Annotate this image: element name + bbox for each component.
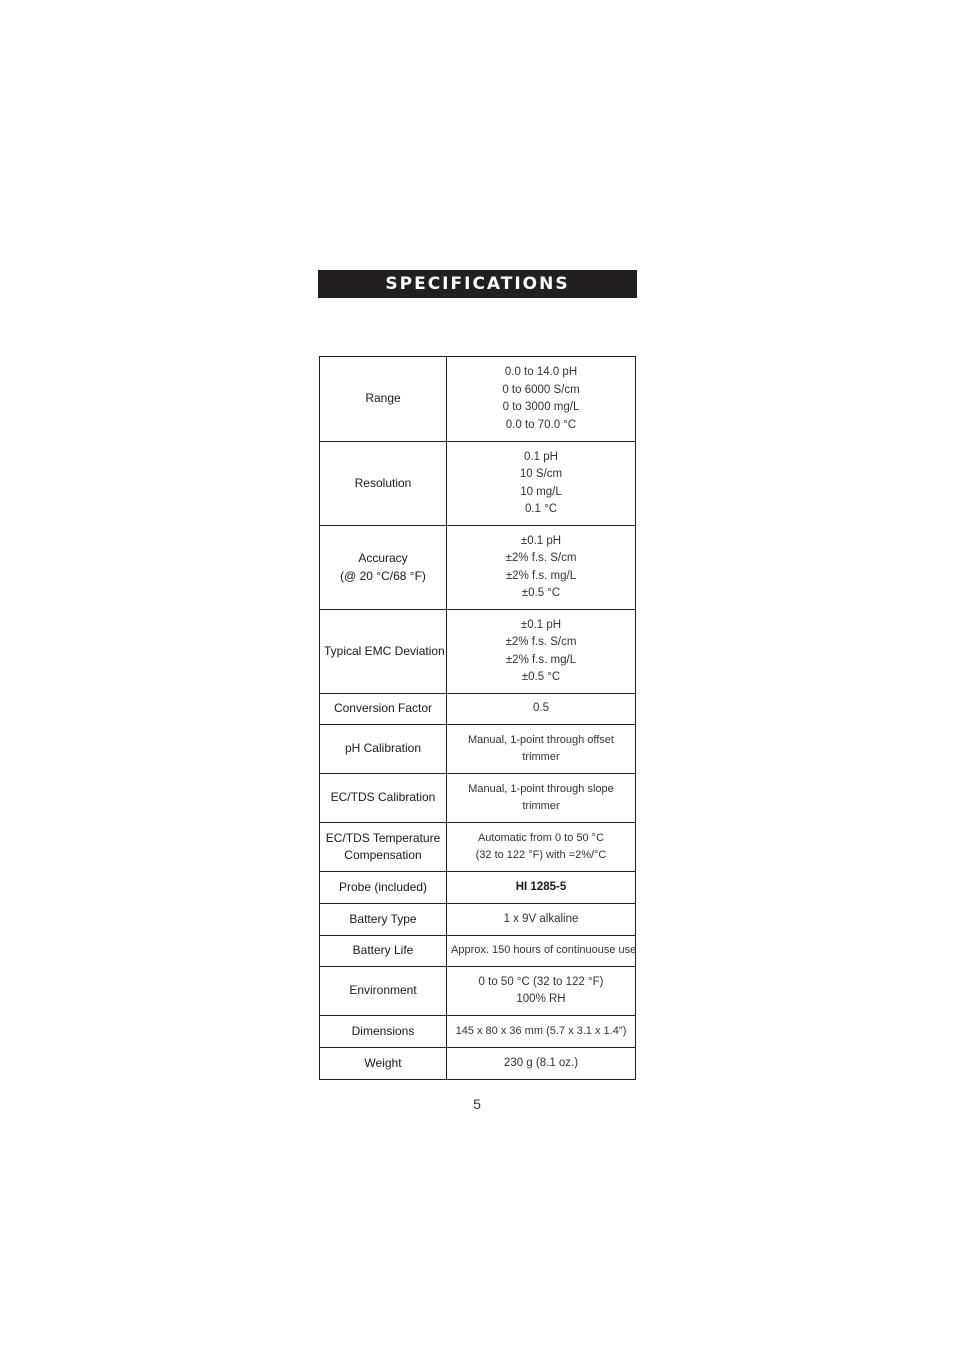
value-text: trimmer (522, 751, 560, 763)
value-text: 0 to 6000 S/cm (502, 383, 580, 396)
value-text: ±0.5 °C (521, 671, 561, 683)
row-value (447, 774, 636, 823)
value-text: 145 x 80 x 36 mm (5.7 x 3.1 x 1.4") (455, 1024, 627, 1037)
table-row-conversion-factor (320, 694, 636, 725)
row-value (447, 725, 636, 774)
row-label (320, 936, 447, 967)
table-row-emc-deviation (320, 610, 636, 694)
row-label (320, 526, 447, 610)
table-row-battery-type (320, 904, 636, 936)
label-text: Typical EMC Deviation (324, 643, 445, 658)
value-text: HI 1285-5 (515, 880, 567, 893)
value-text: ±2% f.s. S/cm (505, 636, 577, 648)
table-row-ec-tds-calibration (320, 774, 636, 823)
row-value (447, 904, 636, 936)
row-label (320, 357, 447, 442)
row-value (447, 967, 636, 1016)
label-text: Environment (349, 983, 417, 998)
table-row-environment (320, 967, 636, 1016)
value-text: ±0.1 pH (520, 618, 562, 631)
table-row-probe (320, 872, 636, 904)
row-label (320, 610, 447, 694)
label-text: Resolution (354, 475, 412, 490)
value-text: ±0.1 pH (520, 534, 562, 547)
row-value (447, 823, 636, 872)
row-label (320, 725, 447, 774)
row-label (320, 774, 447, 823)
row-label (320, 967, 447, 1016)
table-row-range (320, 357, 636, 442)
row-value (447, 442, 636, 526)
value-text: 1 x 9V alkaline (503, 912, 579, 925)
value-text: ±2% f.s. mg/L (505, 653, 577, 666)
label-text: EC/TDS Calibration (330, 790, 436, 805)
value-text: ±2% f.s. S/cm (505, 552, 577, 564)
row-value (447, 936, 636, 967)
label-text: pH Calibration (344, 741, 422, 756)
value-text: 0.1 °C (524, 503, 558, 515)
label-text: Probe (included) (338, 879, 428, 894)
value-text: trimmer (522, 800, 560, 812)
row-value (447, 1016, 636, 1048)
label-text: Battery Type (349, 911, 417, 926)
row-label (320, 442, 447, 526)
value-text: Automatic from 0 to 50 °C (477, 831, 605, 844)
table-row-temperature-compensation (320, 823, 636, 872)
label-text: (@ 20 °C/68 °F) (340, 568, 426, 583)
table-row-resolution (320, 442, 636, 526)
label-text: Dimensions (351, 1023, 415, 1038)
row-label (320, 1048, 447, 1080)
value-text: 0 to 50 °C (32 to 122 °F) (478, 975, 604, 988)
row-label (320, 904, 447, 936)
label-text: EC/TDS Temperature (325, 830, 441, 845)
table-row-accuracy (320, 526, 636, 610)
row-value (447, 694, 636, 725)
label-text: Conversion Factor (333, 701, 433, 716)
label-text: Battery Life (352, 943, 414, 958)
specifications-header (318, 270, 637, 298)
row-value (447, 610, 636, 694)
value-text: 10 mg/L (520, 485, 562, 498)
specifications-table (319, 356, 636, 1080)
value-text: Approx. 150 hours of continuouse use (451, 944, 637, 957)
value-text: 10 S/cm (519, 468, 563, 480)
value-text: 0 to 3000 mg/L (502, 401, 580, 413)
value-text: 0.0 to 70.0 °C (505, 418, 577, 431)
label-text: Accuracy (358, 551, 408, 565)
row-label (320, 1016, 447, 1048)
row-label (320, 823, 447, 872)
value-text: 0.5 (533, 702, 549, 715)
value-text: (32 to 122 °F) with =2%/°C (475, 849, 607, 861)
value-text: ±2% f.s. mg/L (505, 569, 577, 582)
value-text: Manual, 1-point through slope (468, 782, 614, 795)
table-row-battery-life (320, 936, 636, 967)
row-value (447, 526, 636, 610)
row-label (320, 872, 447, 904)
value-text: 0.0 to 14.0 pH (504, 366, 578, 378)
value-text: 0.1 pH (524, 450, 558, 463)
table-row-weight (320, 1048, 636, 1080)
row-value (447, 872, 636, 904)
row-value (447, 1048, 636, 1080)
page-title: SPECIFICATIONS (385, 274, 570, 294)
label-text: Compensation (344, 848, 422, 862)
value-text: 230 g (8.1 oz.) (503, 1056, 579, 1069)
value-text: 100% RH (516, 993, 566, 1005)
table-row-ph-calibration (320, 725, 636, 774)
row-label (320, 694, 447, 725)
row-value (447, 357, 636, 442)
label-text: Range (365, 391, 401, 406)
value-text: Manual, 1-point through offset (468, 733, 614, 746)
page-number: 5 (473, 1096, 481, 1112)
value-text: ±0.5 °C (521, 587, 561, 599)
table-row-dimensions (320, 1016, 636, 1048)
label-text: Weight (364, 1055, 402, 1070)
